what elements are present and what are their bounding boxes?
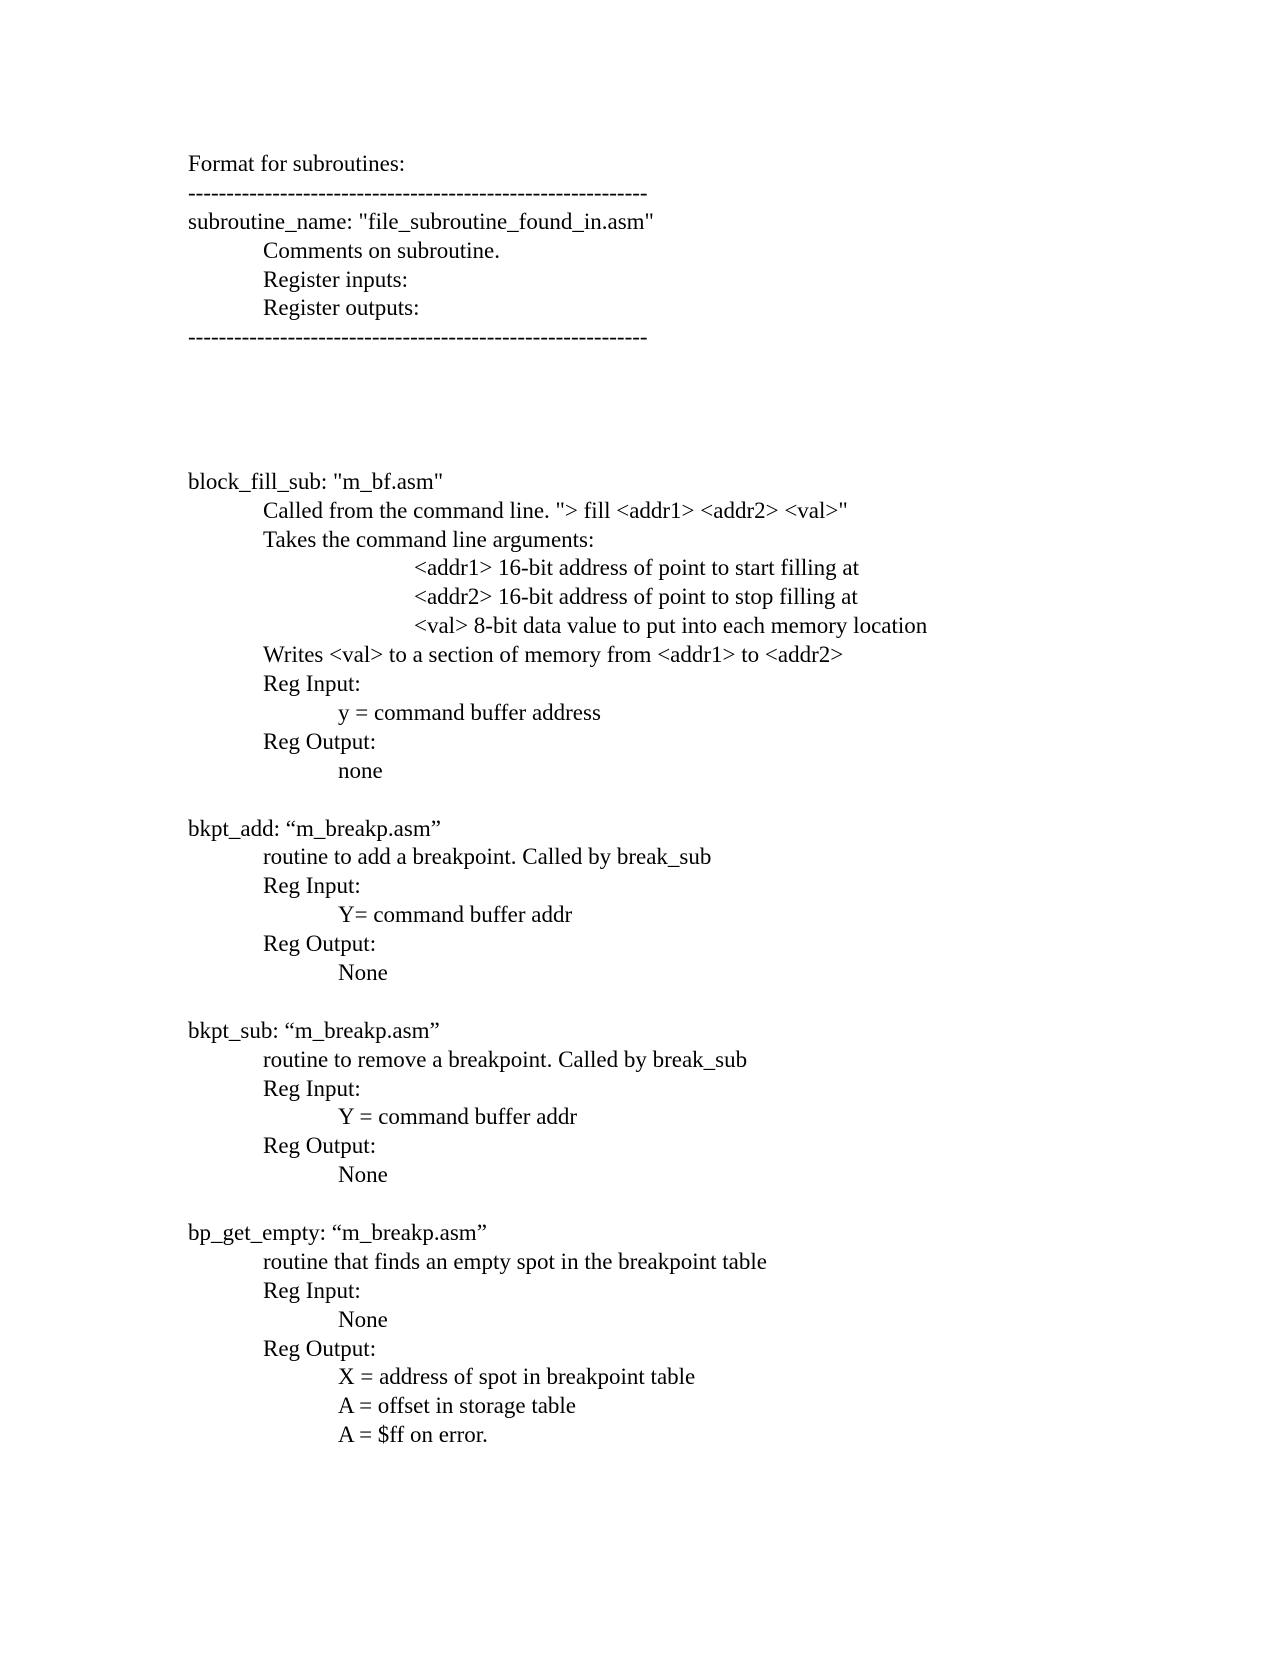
reg-input-value: Y= command buffer addr (338, 902, 573, 928)
reg-output-label: Reg Output: (263, 728, 377, 754)
subroutine-title: block_fill_sub: "m_bf.asm" (188, 468, 444, 494)
reg-input-value: Y = command buffer addr (338, 1104, 578, 1130)
reg-output-value: A = $ff on error. (338, 1422, 488, 1448)
reg-input-label: Reg Input: (263, 671, 361, 697)
reg-output-label: Reg Output: (263, 1335, 377, 1361)
reg-output-value: None (338, 959, 388, 985)
reg-input-value: None (338, 1306, 388, 1332)
subroutine-title: bkpt_sub: “m_breakp.asm” (188, 1017, 440, 1043)
reg-input-value: y = command buffer address (338, 699, 601, 725)
reg-output-value: none (338, 757, 383, 783)
subroutine-called: Called from the command line. "> fill <addr1> <addr2> <val>" (263, 497, 848, 523)
subroutine-takes: Takes the command line arguments: (263, 526, 595, 552)
reg-input-label: Reg Input: (263, 873, 361, 899)
format-section (188, 150, 1208, 352)
format-register-outputs: Register outputs: (263, 295, 420, 321)
reg-input-label: Reg Input: (263, 1277, 361, 1303)
subroutine-description: routine to remove a breakpoint. Called by break_sub (263, 1046, 748, 1072)
reg-output-value: None (338, 1162, 388, 1188)
spacer (188, 786, 1208, 815)
block-fill-section (188, 468, 1208, 786)
reg-input-label: Reg Input: (263, 1075, 361, 1101)
subroutine-description: routine that finds an empty spot in the breakpoint table (263, 1248, 767, 1274)
reg-output-value: A = offset in storage table (338, 1393, 577, 1419)
reg-output-label: Reg Output: (263, 1133, 377, 1159)
bkpt-add-section (188, 815, 1208, 988)
bkpt-sub-section (188, 1017, 1208, 1190)
format-register-inputs: Register inputs: (263, 266, 409, 292)
reg-output-label: Reg Output: (263, 931, 377, 957)
reg-output-value: X = address of spot in breakpoint table (338, 1364, 696, 1390)
subroutine-writes: Writes <val> to a section of memory from <addr1> to <addr2> (263, 642, 844, 668)
document-body (188, 150, 1208, 1450)
subroutine-title: bkpt_add: “m_breakp.asm” (188, 815, 441, 841)
argument-line: <addr2> 16-bit address of point to stop filling at (414, 584, 858, 610)
format-comments: Comments on subroutine. (263, 237, 501, 263)
subroutine-description: routine to add a breakpoint. Called by break_sub (263, 844, 712, 870)
separator-line-end: ------------------------------------------------------------ (188, 324, 648, 350)
spacer (188, 1190, 1208, 1219)
bp-get-empty-section (188, 1219, 1208, 1450)
argument-line: <val> 8-bit data value to put into each memory location (414, 613, 928, 639)
argument-line: <addr1> 16-bit address of point to start filling at (414, 555, 859, 581)
format-name-line: subroutine_name: "file_subroutine_found_in.asm" (188, 208, 654, 234)
subroutine-title: bp_get_empty: “m_breakp.asm” (188, 1219, 487, 1245)
spacer (188, 439, 1208, 468)
separator-line: ------------------------------------------------------------ (188, 179, 648, 205)
spacer (188, 352, 1208, 439)
format-heading: Format for subroutines: (188, 151, 406, 176)
spacer (188, 988, 1208, 1017)
